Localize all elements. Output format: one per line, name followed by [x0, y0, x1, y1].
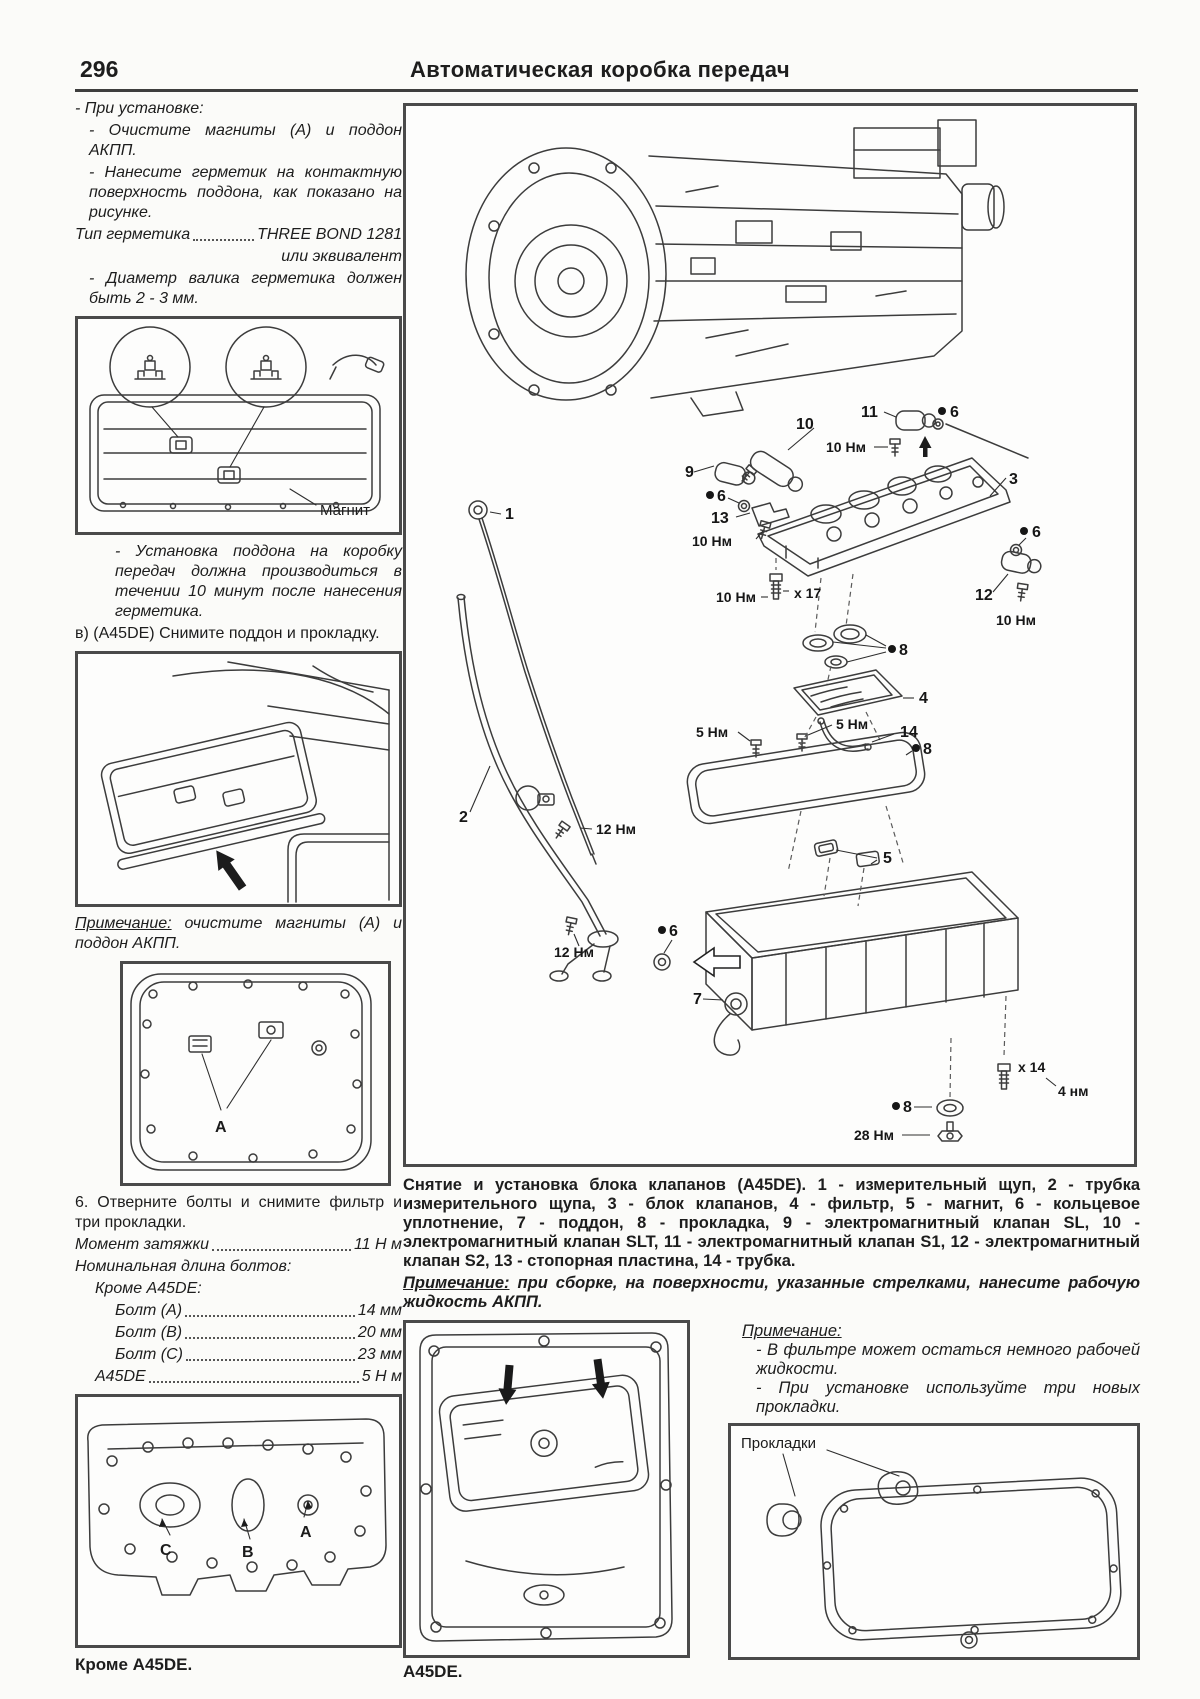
pan-bolt-icon [998, 1064, 1010, 1089]
callout-torque-10nm: 10 Нм [996, 612, 1036, 628]
callout-part-6: 6 [950, 404, 959, 421]
fig-valve-caption: Кроме A45DE. [75, 1655, 193, 1674]
callout-torque-5nm: 5 Нм [836, 716, 869, 732]
assembly-dashed-lines [776, 558, 1006, 1098]
tube-clamp-drawing [516, 786, 554, 810]
bullet-dot [658, 926, 666, 934]
bolt-row-a45de [75, 1367, 402, 1387]
bolt-a-value: 14 мм [357, 1302, 402, 1319]
filter-gaskets-drawing [803, 625, 866, 668]
note-item: - В фильтре может остаться немного рабочей жидкости. [756, 1341, 1140, 1378]
dotted-leader [185, 1337, 355, 1339]
note-text: очистите магниты (А) и поддон АКПП. [75, 915, 402, 952]
note-item: - При установке используйте три новых прокладки. [756, 1379, 1140, 1416]
callout-torque-10nm: 10 Нм [716, 589, 756, 605]
callout-torque-10nm: 10 Нм [692, 533, 732, 549]
callout-part-11: 11 [861, 404, 878, 421]
fig-pan-magnets [75, 316, 402, 535]
main-diagram-caption: Снятие и установка блока клапанов (A45DE). 1 - измерительный щуп, 2 - трубка измерительного щупа, 3 - блок клапанов, 4 - фильтр, 5 - магнит, 6 - кольцевое уплотнение, 7 - поддон, 8 - прокладка, 9 - электромагнитный клапан SL, 10 - электромагнитный клапан SLT, 11 - электромагнитный клапан S1, 12 - электромагнитный клапан S2, 13 - стопорная пластина, 14 - трубка. [403, 1176, 1140, 1270]
o-ring-icon [1011, 545, 1022, 556]
solenoid-s1-drawing [896, 411, 936, 430]
pan-gasket-outline-drawing [819, 1476, 1122, 1641]
callout-part-14: 14 [900, 724, 918, 741]
fig-pan-top-view [120, 961, 391, 1186]
fig-a45de-caption: A45DE. [403, 1662, 463, 1681]
dotted-leader [193, 239, 254, 241]
callout-part-3: 3 [1009, 471, 1018, 488]
a45de-value: 5 Н м [361, 1368, 402, 1385]
bullet-dot [706, 491, 714, 499]
install-heading: - При установке: [75, 100, 204, 117]
page-number: 296 [80, 56, 119, 82]
exploded-view-drawing [406, 106, 1134, 1164]
bolt-c-label: Болт (С) [115, 1346, 183, 1363]
note-text: при сборке, на поверхности, указанные стрелками, нанесите рабочую жидкость АКПП. [403, 1274, 1140, 1311]
sealant-note: - Нанесите герметик на контактную поверхность поддона, как показано на рисунке. [89, 164, 402, 221]
callout-part-2: 2 [459, 809, 468, 826]
drain-gasket-icon [937, 1100, 963, 1116]
filter-top-drawing [438, 1373, 651, 1513]
magnet-detail-icon [251, 356, 281, 380]
bullet-dot [888, 645, 896, 653]
note-label: Примечание: [742, 1322, 842, 1340]
bolt-row-b [75, 1323, 402, 1343]
callout-part-6: 6 [717, 488, 726, 505]
dipstick-tube-drawing [457, 595, 618, 982]
bolt-row-c [75, 1345, 402, 1365]
valve-body-bolt-icon [770, 574, 782, 599]
torque-spec-row [75, 1235, 402, 1255]
pointer-arrowhead [159, 1519, 166, 1527]
bolt-row-a [75, 1301, 402, 1321]
bolt-icon [564, 917, 577, 936]
o-ring-icon [739, 501, 750, 512]
bullet-dot [912, 744, 920, 752]
bolt-b-marker: B [242, 1544, 254, 1561]
gasket-position-arrow-icon [497, 1364, 518, 1405]
fig-valve-body-side-drawing [78, 1397, 395, 1645]
pan-point-a-label: А [215, 1119, 227, 1136]
bolt-b-label: Болт (В) [115, 1324, 183, 1341]
main-diagram-note [403, 1274, 1140, 1312]
gaskets-label: Прокладки [741, 1435, 816, 1452]
valve-body-drawing [758, 458, 1010, 576]
drain-plug-icon [938, 1122, 962, 1141]
filter-note-block [742, 1322, 1140, 1417]
callout-part-9: 9 [685, 464, 694, 481]
callout-torque-10nm: 10 Нм [826, 439, 866, 455]
callout-part-6: 6 [1032, 524, 1041, 541]
callout-torque-12nm: 12 Нм [554, 944, 594, 960]
magnet-detail-icon [135, 356, 165, 380]
oil-pan-drawing [706, 872, 1018, 1055]
callout-torque-12nm: 12 Нм [596, 821, 636, 837]
pan-gasket-drawing [685, 730, 927, 826]
dotted-leader [149, 1381, 359, 1383]
torque-value: 11 Н м [353, 1236, 402, 1253]
callout-part-5: 5 [883, 850, 892, 867]
fig-a45de-filter [403, 1320, 690, 1658]
pan-install-time-note: - Установка поддона на коробку передач должна производиться в течении 10 минут после нанесения герметика. [115, 543, 402, 620]
callout-torque-28nm: 28 Нм [854, 1127, 894, 1143]
bolt-a-marker: А [300, 1524, 312, 1541]
bolt-group-label: Кроме A45DE: [95, 1280, 202, 1297]
note-clean-magnets [75, 914, 402, 954]
removal-arrow-icon [208, 845, 251, 894]
fig-pan-removal-drawing [78, 654, 395, 904]
fig-valve-body-side [75, 1394, 402, 1648]
fig-pan-removal [75, 651, 402, 907]
fig-pan-magnets-drawing [78, 319, 395, 532]
bullet-dot [1020, 527, 1028, 535]
callout-part-10: 10 [796, 416, 814, 433]
dotted-leader [186, 1359, 355, 1361]
callout-torque-4nm: 4 нм [1058, 1083, 1089, 1099]
sealant-spec-label: Тип герметика [75, 226, 191, 243]
callout-part-12: 12 [975, 587, 993, 604]
callout-count-x17: x 17 [794, 585, 822, 601]
step-6: 6. Отверните болты и снимите фильтр и три прокладки. [75, 1194, 402, 1231]
diameter-note: - Диаметр валика герметика должен быть 2 - 3 мм. [89, 270, 402, 307]
sealant-alt: или эквивалент [281, 248, 402, 265]
callout-torque-5nm: 5 Нм [696, 724, 729, 740]
bolt-icon [552, 821, 570, 841]
note-label: Примечание: [403, 1274, 510, 1292]
dotted-leader [212, 1249, 351, 1251]
callout-part-8: 8 [923, 741, 932, 758]
sealant-spec-value: THREE BOND 1281 [257, 226, 402, 243]
bolt-length-title: Номинальная длина болтов: [75, 1258, 292, 1275]
callout-count-x14: x 14 [1018, 1059, 1046, 1075]
left-column [75, 99, 402, 1675]
callout-part-8: 8 [899, 642, 908, 659]
fig-gaskets-drawing [731, 1426, 1137, 1657]
callout-part-7: 7 [693, 991, 702, 1008]
apply-fluid-up-arrow-icon [919, 436, 932, 457]
magnet-icon [814, 839, 838, 856]
apply-fluid-arrow-icon [694, 948, 740, 976]
solenoid-s2-drawing [1000, 550, 1043, 577]
bolt-c-marker: C [160, 1542, 172, 1559]
bolt-a-label: Болт (А) [115, 1302, 183, 1319]
sealant-spec-row [75, 225, 402, 245]
bolt-b-value: 20 мм [357, 1324, 402, 1341]
transmission-assembly-drawing [466, 120, 1004, 416]
main-exploded-diagram [403, 103, 1137, 1167]
callout-part-4: 4 [919, 690, 928, 707]
callout-part-8: 8 [903, 1099, 912, 1116]
removed-pan-drawing [95, 719, 325, 870]
a45de-label: A45DE [95, 1368, 146, 1385]
clean-magnets-note: - Очистите магниты (А) и поддон АКПП. [89, 122, 402, 159]
pointer-arrowhead [241, 1519, 248, 1527]
torque-label: Момент затяжки [75, 1236, 209, 1253]
page-title: Автоматическая коробка передач [409, 57, 791, 82]
fig-gaskets [728, 1423, 1140, 1660]
filter-drawing [794, 670, 902, 715]
fig-pan-top-view-drawing [123, 964, 382, 1183]
callout-part-1: 1 [505, 506, 514, 523]
header-rule [75, 89, 1138, 92]
magnet-label: Магнит [320, 502, 371, 519]
bolt-icon [890, 439, 900, 456]
note-label: Примечание: [75, 915, 172, 932]
bolt-c-value: 23 мм [357, 1346, 402, 1363]
bullet-dot [938, 407, 946, 415]
step-v: в) (A45DE) Снимите поддон и прокладку. [75, 625, 380, 642]
bullet-dot [892, 1102, 900, 1110]
dotted-leader [185, 1315, 355, 1317]
magnet-icon [856, 851, 880, 867]
callout-part-13: 13 [711, 510, 729, 527]
bolt-icon [1016, 583, 1028, 601]
fig-a45de-filter-drawing [406, 1323, 681, 1649]
callout-part-6: 6 [669, 923, 678, 940]
o-ring-icon [654, 954, 670, 970]
